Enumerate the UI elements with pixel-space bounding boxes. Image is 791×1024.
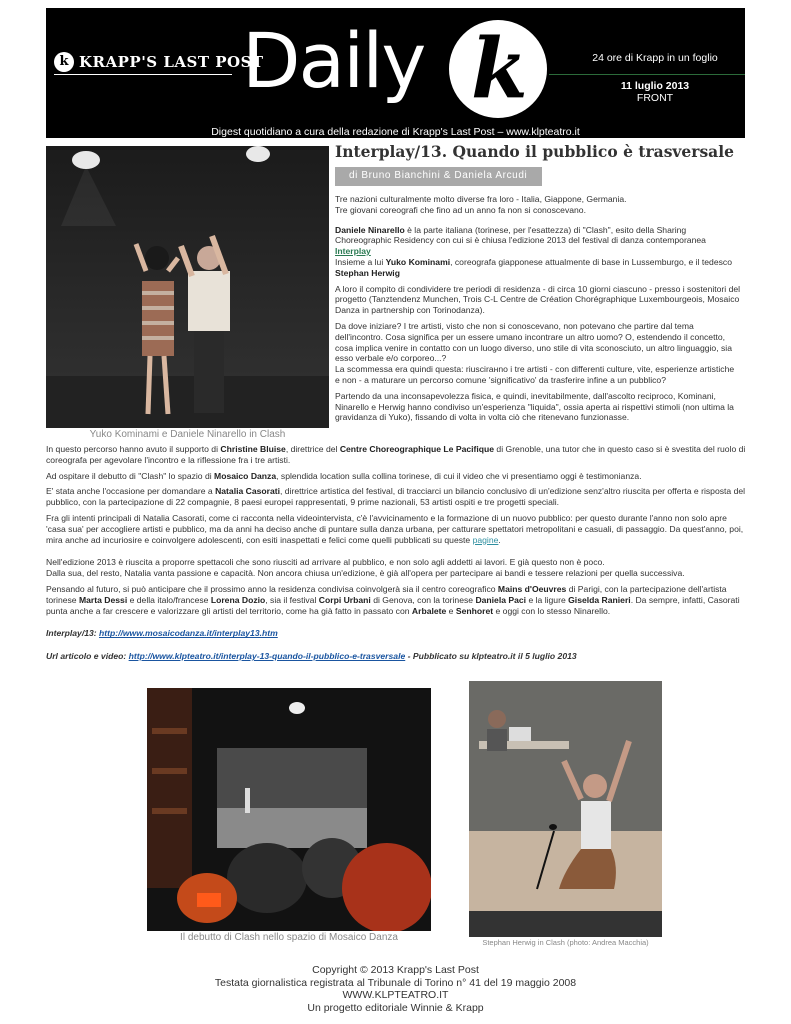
paragraph: Daniele Ninarello è la parte italiana (torinese, per l'esattezza) di "Clash", esito della Sharing Choreographic Residency con cui si è chiusa l'edizione 2013 del festival di danza contemporanea Interplay Insieme a lui Yuko Kominami, coreografa giapponese attualmente di base in Lussemburgo, e il tedesco Stephan Herwig bbox=[335, 224, 732, 278]
debut-photo bbox=[147, 688, 431, 931]
article-column bbox=[335, 194, 741, 428]
pagine-link[interactable]: pagine bbox=[472, 534, 499, 545]
main-photo bbox=[46, 146, 329, 428]
logo-text: KRAPP'S LAST POST bbox=[79, 53, 264, 71]
paragraph: Tre nazioni culturalmente molto diverse fra loro - Italia, Giappone, Germania. Tre giovani coreografi che fino ad un anno fa non si conoscevano. bbox=[335, 194, 627, 215]
debut-photo-caption: Il debutto di Clash nello spazio di Mosaico Danza bbox=[180, 932, 398, 943]
paragraph: Pensando al futuro, si può anticipare che il prossimo anno la residenza condivisa coinvolgerà sia il centro coreografico Mains d'Oeuvres di Parigi, con la partecipazione dell'artista torinese Marta Dessi e della italo/francese Lorena Dozio, sia il festival Corpi Urbani di Genova, con la torinese Daniela Paci e la ligure Giselda Ranieri. Da sempre, infatti, Casorati punta anche a far crescere e valorizzare gli artisti del territorio, come ha già fatto in passato con Arbalete e Senhoret e oggi con lo stesso Ninarello. bbox=[46, 583, 740, 616]
big-k-logo-icon: k bbox=[449, 20, 547, 118]
main-photo-caption: Yuko Kominami e Daniele Ninarello in Clash bbox=[89, 429, 286, 440]
footer bbox=[0, 964, 791, 1014]
article-title: Interplay/13. Quando il pubblico è trasversale bbox=[335, 142, 734, 161]
article-url-line: Url articolo e video: http://www.klpteatro.it/interplay-13-quando-il-pubblico-e-trasversale - Pubblicato su klpteatro.it il 5 luglio 2013 bbox=[46, 651, 577, 662]
paragraph: Fra gli intenti principali di Natalia Casorati, come ci racconta nella videointervista, c'è l'avvicinamento e la formazione di un nuovo pubblico: per questo durante l'anno non solo apre 'casa sua' per accogliere artisti e pubblico, ma da anni ha deciso anche di puntare sulla danza urbana, per catturare spettatori metropolitani e casuali, di passaggio. Da quest'anno, poi, mira anche ad incuriosire e coinvolgere adolescenti, con esiti inaspettati e felici come quelli pubblicati su queste pagine. bbox=[46, 512, 744, 545]
publisher: Un progetto editoriale Winnie & Krapp bbox=[307, 1001, 484, 1014]
interplay-url-link[interactable]: http://www.mosaicodanza.it/interplay13.htm bbox=[99, 628, 278, 639]
masthead bbox=[46, 8, 745, 138]
copyright: Copyright © 2013 Krapp's Last Post bbox=[312, 964, 479, 976]
paragraph: A loro il compito di condividere tre periodi di residenza - di circa 10 giorni ciascuno - presso i sostenitori del progetto (Tanztendenz Munchen, Trois C-L Centre de Création Chorégraphique Luxembourgeois, Mosaico Danza in partnership con Torinodanza). bbox=[335, 283, 741, 316]
digest-line: Digest quotidiano a cura della redazione di Krapp's Last Post – www.klpteatro.it bbox=[211, 126, 580, 138]
daily-title: Daily bbox=[242, 16, 425, 105]
krapps-logo[interactable] bbox=[54, 52, 264, 75]
website-link[interactable]: WWW.KLPTEATRO.IT bbox=[342, 989, 449, 1001]
byline-box bbox=[335, 167, 542, 186]
issue-date: 11 luglio 2013 FRONT bbox=[620, 80, 690, 104]
paragraph: Ad ospitare il debutto di "Clash" lo spazio di Mosaico Danza, splendida location sulla collina torinese, di cui il video che vi presentiamo oggi è testimonianza. bbox=[46, 470, 642, 481]
paragraph: Da dove iniziare? I tre artisti, visto che non si conoscevano, non potevano che partire dal tema dell'incontro. Cosa significa per un essere umano incontrare un altro uomo? O, estendendo il concetto, cosa implica venire in contatto con un luogo diverso, uno stile di vita sconosciuto, un altro linguaggio, sia esso verbale e/o corporeo...? La scommessa era quindi questa: riuscirанno i tre artisti - con differenti culture, vite, esperienze artistiche e non - a maturare un percorso comune 'significativo' da trasferire infine a un pubblico? bbox=[335, 320, 735, 385]
registration: Testata giornalistica registrata al Tribunale di Torino n° 41 del 19 maggio 2008 bbox=[214, 976, 577, 989]
paragraph: In questo percorso hanno avuto il supporto di Christine Bluise, direttrice del Centre Choreographique Le Pacifique di Grenoble, una tutor che in questo caso si è svestita del ruolo di coreografa per agevolare l'incontro e la riflessione fra i tre artisti. bbox=[46, 444, 746, 465]
byline: di Bruno Bianchini & Daniela Arcudi bbox=[349, 170, 528, 181]
interplay-url-line: Interplay/13: http://www.mosaicodanza.it/interplay13.htm bbox=[46, 628, 278, 639]
paragraph: Partendo da una inconsapevolezza fisica, e quindi, inevitabilmente, dall'ascolto reciproco, Kominani, Ninarello e Herwig hanno condiviso un'esperienza "liquida", ossia aperta ai rispettivi stimoli (non ultima la gravidanza di Yuko), fissando di volta in volta ciò che ritenevano funzionasse. bbox=[335, 390, 734, 423]
paragraph: Nell'edizione 2013 è riuscita a proporre spettacoli che sono riusciti ad arrivare al pubblico, e non solo agli addetti ai lavori. E già questo non è poco. Dalla sua, del resto, Natalia vanta passione e capacità. Non ancora chiusa un'edizione, è già all'opera per partecipare ai bandi e tessere relazioni per quella successiva. bbox=[46, 557, 685, 579]
interplay-link[interactable]: Interplay bbox=[335, 246, 371, 257]
herwig-photo bbox=[469, 681, 662, 937]
paragraph: E' stata anche l'occasione per domandare a Natalia Casorati, direttrice artistica del festival, di tracciarci un bilancio conclusivo di un'edizione senz'altro riuscita per offerta e risposta del pubblico, con la partecipazione di 22 compagnie, 8 paesi europei rappresentati, 9 prime nazionali, 53 artisti ospiti e tre progetti speciali. bbox=[46, 486, 746, 508]
article-body bbox=[46, 444, 746, 667]
tagline: 24 ore di Krapp in un foglio bbox=[592, 52, 718, 64]
article-url-link[interactable]: http://www.klpteatro.it/interplay-13-quando-il-pubblico-e-trasversale bbox=[128, 651, 406, 662]
herwig-photo-caption: Stephan Herwig in Clash (photo: Andrea Macchia) bbox=[482, 938, 649, 947]
logo-k-icon: k bbox=[54, 52, 74, 72]
